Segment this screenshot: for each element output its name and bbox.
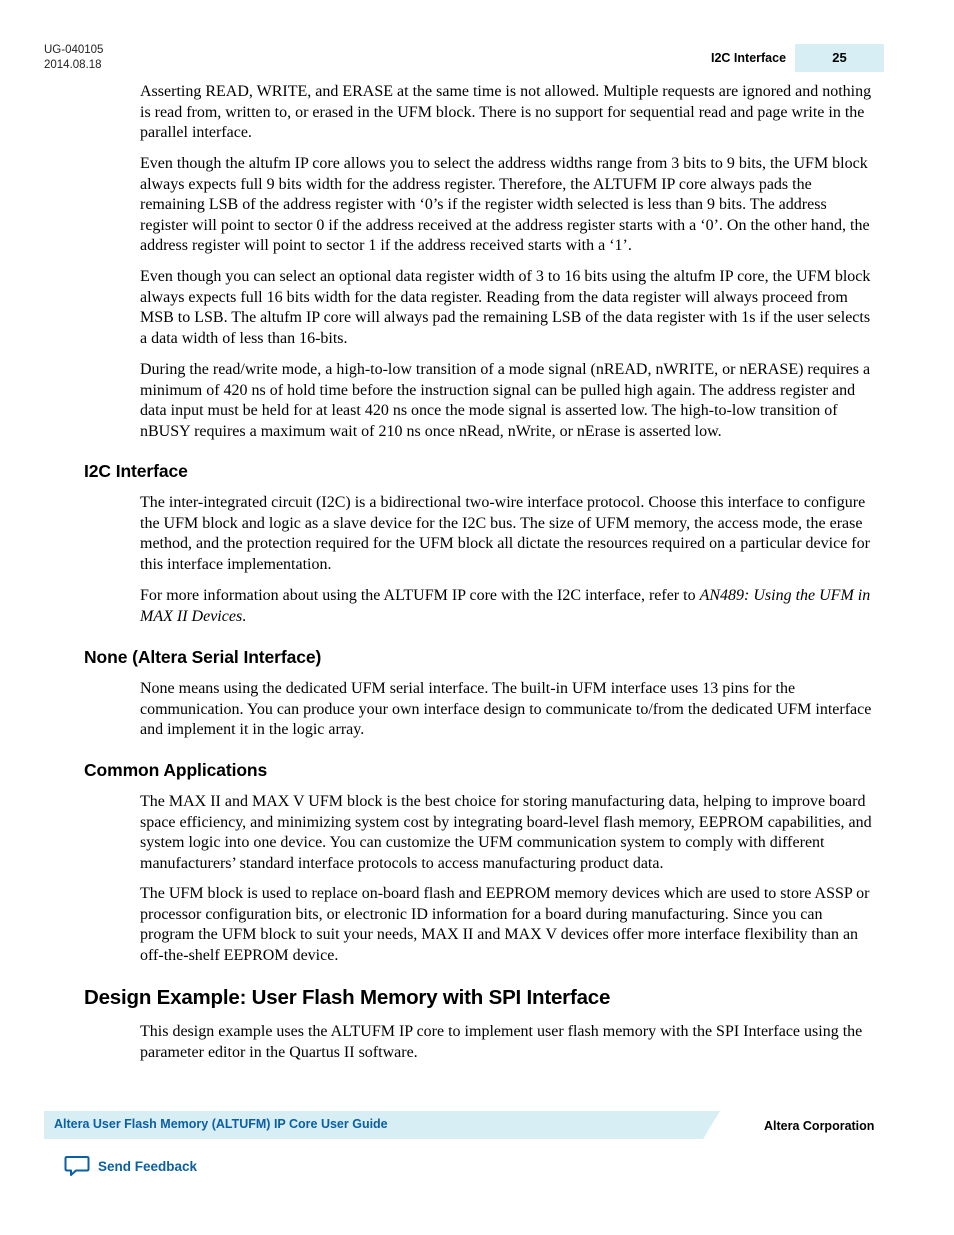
paragraph-address-width: Even though the altufm IP core allows you to select the address widths range from 3 bits to 9 bits, the UFM block always expects full 9 bits width for the address register. Therefore, the ALTUFM IP core always pads the remaining LSB of the address register with ‘0’s if the register width selected is less than 9 bits. The address register will point to sector 0 if the address received at the address register starts with a ‘0’. On the other hand, the address register will point to sector 1 if the address received starts with a ‘1’. — [140, 155, 870, 255]
an489-reference-link[interactable]: AN489: Using the UFM in MAX II Devices — [140, 587, 871, 625]
send-feedback-link[interactable] — [64, 1153, 197, 1179]
page-number: 25 — [795, 44, 884, 72]
paragraph-parallel-requests: Asserting READ, WRITE, and ERASE at the same time is not allowed. Multiple requests are ignored and nothing is read from, written to, or erased in the UFM block. There is no support for sequential read and page write in the parallel interface. — [140, 83, 872, 142]
i2c-reference-suffix: . — [242, 607, 247, 625]
running-header-section: I2C Interface — [711, 51, 787, 65]
i2c-reference-prefix: For more information about using the ALTUFM IP core with the I2C interface, refer to — [140, 587, 700, 604]
paragraph-none-description: None means using the dedicated UFM serial interface. The built-in UFM interface uses 13 pins for the communication. You can produce your own interface design to communicate to/from the dedicated UFM interface and implement it in the logic array. — [140, 680, 872, 739]
send-feedback-label: Send Feedback — [98, 1158, 198, 1174]
paragraph-applications-2: The UFM block is used to replace on-board flash and EEPROM memory devices which are used to store ASSP or processor configuration bits, or electronic ID information for a board during manufacturing. Since you can program the UFM block to suit your needs, MAX II and MAX V devices offer more interface flexibility than an off-the-shelf EEPROM device. — [140, 885, 870, 964]
document-date: 2014.08.18 — [44, 59, 102, 71]
document-meta — [44, 43, 103, 73]
paragraph-applications-1: The MAX II and MAX V UFM block is the best choice for storing manufacturing data, helping to improve board space efficiency, and minimizing system cost by integrating board-level flash memory, EEPROM capabilities, and system logic into one device. You can customize the UFM communication system to comply with different manufacturers’ standard interface protocols to access manufacturing product data. — [140, 793, 872, 872]
paragraph-i2c-description: The inter-integrated circuit (I2C) is a bidirectional two-wire interface protocol. Choose this interface to configure the UFM block and logic as a slave device for the I2C bus. The size of UFM memory, the access mode, the erase method, and the protection required for the UFM block all dictate the resources required on a particular device for this interface implementation. — [140, 494, 870, 573]
paragraph-read-write-timing: During the read/write mode, a high-to-low transition of a mode signal (nREAD, nWRITE, or nERASE) requires a minimum of 420 ns of hold time before the instruction signal can be pulled high again. The address register and data input must be held for at least 420 ns once the mode signal is asserted low. The high-to-low transition of nBUSY requires a maximum wait of 210 ns once nRead, nWrite, or nErase is asserted low. — [140, 361, 871, 440]
heading-design-example: Design Example: User Flash Memory with SPI Interface — [84, 986, 611, 1009]
paragraph-design-example: This design example uses the ALTUFM IP core to implement user flash memory with the SPI Interface using the parameter editor in the Quartus II software. — [140, 1023, 863, 1061]
footer-company: Altera Corporation — [764, 1119, 875, 1133]
heading-common-applications: Common Applications — [84, 760, 268, 780]
speech-bubble-icon — [64, 1154, 90, 1178]
document-id: UG-040105 — [44, 44, 104, 56]
paragraph-data-width: Even though you can select an optional data register width of 3 to 16 bits using the altufm IP core, the UFM block always expects full 16 bits width for the data register. Reading from the data register will always proceed from MSB to LSB. The altufm IP core will always pad the remaining LSB of the data register with 1s if the user selects a data width of less than 16-bits. — [140, 268, 871, 347]
paragraph-i2c-reference — [140, 586, 872, 627]
heading-i2c-interface: I2C Interface — [84, 461, 188, 481]
footer-guide-title[interactable]: Altera User Flash Memory (ALTUFM) IP Core User Guide — [54, 1117, 388, 1131]
heading-none-serial-interface: None (Altera Serial Interface) — [84, 647, 322, 667]
